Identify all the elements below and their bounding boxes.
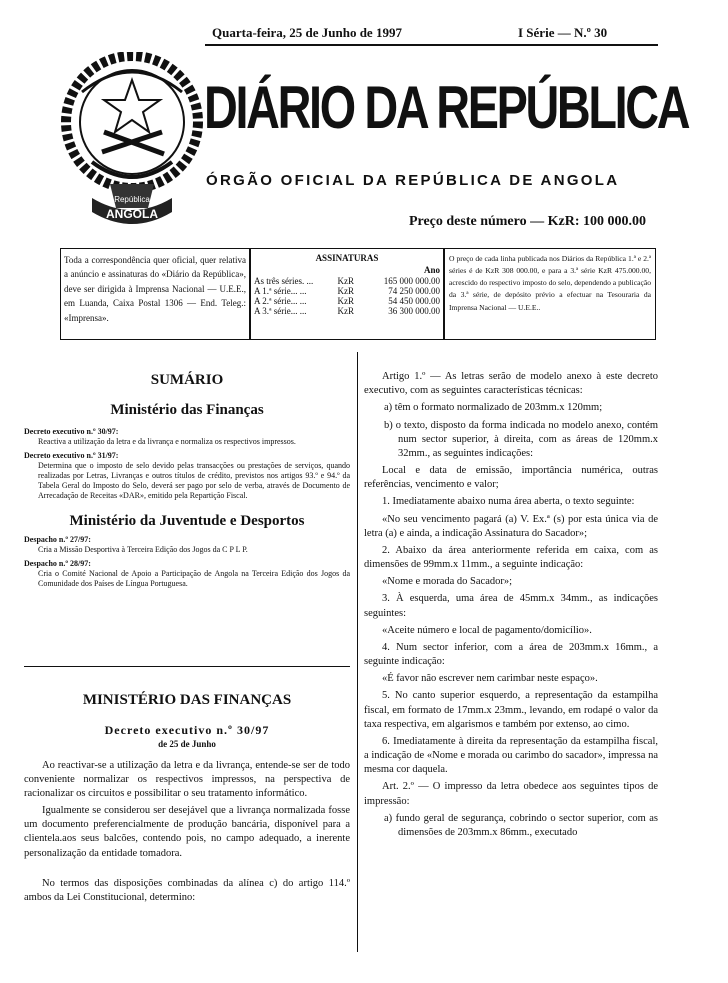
decree-paragraph-2: Igualmente se considerou ser desejável que a livrança normalizada fosse um documento preferencialmente de produção bancária, disponível para a clientela.aos seus balcões, contendo pois, no campo adequado, a inerente personalização da entidade tomadora. [24, 805, 350, 859]
article-1-a: a) têm o formato normalizado de 203mm.x 120mm; [384, 402, 603, 414]
summary-title: SUMÁRIO [150, 372, 224, 388]
header-rule [205, 44, 658, 46]
subscriptions-title: ASSINATURAS [315, 253, 379, 263]
decree-paragraph-1: Ao reactivar-se a utilização da letra e da livrança, entende-se ser de todo conveniente normalizar os respectivos impressos, na perspectiva de racionalizar os circuitos e possibilitar o seu tratamento informático. [24, 759, 350, 799]
item-6: 6. Imediatamente à direita da representação da estampilha fiscal, a indicação de «Nome e morada ou carimbo do sacador», impressa na mesma cor daquela. [364, 735, 658, 776]
correspondence-text: Toda a correspondência quer oficial, quer relativa a anúncio e assinaturas do «Diário da República», deve ser dirigida à Imprensa Nacional — U.E.E., em Luanda, Caixa Postal 1306 — End. Teleg.: «Imprensa». [64, 255, 246, 323]
item-1: 1. Imediatamente abaixo numa área aberta, o texto seguinte: [382, 496, 635, 508]
article-1: Artigo 1.º — As letras serão de modelo anexo à este decreto executivo, com as seguintes características técnicas: [364, 371, 658, 397]
subscriptions-table [254, 276, 440, 316]
decree-date: de 25 de Junho [158, 739, 216, 750]
table-row: A 2.ª série... ... KzR 54 450 000.00 [254, 296, 440, 306]
quote-2: «Nome e morada do Sacador»; [382, 576, 513, 588]
table-row: A 3.ª série... ... KzR 36 300 000.00 [254, 306, 440, 316]
column-divider [357, 352, 358, 952]
svg-text:ANGOLA: ANGOLA [106, 207, 158, 221]
table-row: A 1.ª série... ... KzR 74 250 000.00 [254, 286, 440, 296]
svg-text:República: República [114, 195, 150, 204]
decree-paragraph-3: No termos das disposições combinadas da alínea c) do artigo 114.º ambos da Lei Constitucional, determino: [24, 877, 350, 903]
article-2: Art. 2.º — O impresso da letra obedece aos seguintes tipos de impressão: [364, 781, 658, 807]
item-3: 3. À esquerda, uma área de 45mm.x 34mm., as indicações seguintes: [364, 593, 658, 619]
subscriptions-box [250, 248, 444, 340]
left-column [24, 370, 350, 589]
masthead-subtitle: ÓRGÃO OFICIAL DA REPÚBLICA DE ANGOLA [206, 172, 620, 189]
decree-31-title: Decreto executivo n.º 31/97: [24, 450, 119, 460]
item-5: 5. No canto superior esquerdo, a representação da estampilha fiscal, em formato de 17mm.x 23mm., levando, em rodapé o valor da taxa respectiva, em algarismos e também por extenso, ao cimo. [364, 690, 658, 730]
item-2: 2. Abaixo da área anteriormente referida em caixa, com as dimensões de 99mm.x 11mm., a seguinte indicação: [364, 544, 658, 571]
order-27-summary: Cria a Missão Desportiva à Terceira Edição dos Jogos da C P L P. [38, 544, 248, 554]
angola-emblem-icon [52, 52, 212, 232]
article-1-local: Local e data de emissão, importância numérica, outras referências, vencimento e valor; [364, 465, 658, 491]
article-1-b: b) o texto, disposto da forma indicada no modelo anexo, contém num sector superior, à direita, com as áreas de 120mm.x 32mm., as seguintes indicações: [384, 419, 658, 459]
issue-series: I Série — N.º 30 [518, 25, 608, 40]
right-column [364, 370, 658, 843]
quote-4: «É favor não escrever nem carimbar neste espaço». [382, 673, 598, 685]
quote-3: «Aceite número e local de pagamento/domicílio». [382, 624, 592, 636]
decree-30-summary: Reactiva a utilização da letra e da livrança e normaliza os respectivos impressos. [38, 436, 296, 446]
decree-30-title: Decreto executivo n.º 30/97: [24, 426, 119, 436]
issue-date: Quarta-feira, 25 de Junho de 1997 [212, 25, 402, 40]
issue-price: Preço deste número — KzR: 100 000.00 [408, 214, 646, 229]
article-2-a: a) fundo geral de segurança, cobrindo o sector superior, com as dimensões de 203mm.x 86mm., executado [384, 812, 658, 838]
price-info-text: O preço de cada linha publicada nos Diários da República 1.ª e 2.ª séries é de KzR 308 000.00, e para a 3.ª série KzR 475.000.00, acrescido do respectivo imposto do selo, dependendo a publicação da 3.ª série, de depósito prévio a efectuar na Tesouraria da Imprensa Nacional — U.E.E.. [449, 254, 651, 312]
ministry-youth-heading: Ministério da Juventude e Desportos [69, 512, 305, 529]
section-divider [24, 666, 350, 667]
quote-1: «No seu vencimento pagará (a) V. Ex.ª (s) por esta única via de letra (a) e ainda, a indicação Assinatura do Sacador»; [364, 513, 658, 539]
decree-31-summary: Determina que o imposto de selo devido pelas transacções ou prestações de serviços, quando realizadas por Letras, Livranças e outros títulos de crédito, previstos nos artigos 93.º e 94.º da Tabela Geral do Imposto do Selo, deverá ser pago por selo de verba, através de Documento de Arrecadação de Receitas «DAR», emitido pela Repartição Fiscal. [38, 460, 350, 500]
ministry-finance-title: MINISTÉRIO DAS FINANÇAS [82, 692, 292, 708]
ministry-finance-heading: Ministério das Finanças [110, 402, 264, 419]
order-28-summary: Cria o Comité Nacional de Apoio a Participação de Angola na Terceira Edição dos Jogos da Comunidade dos Países de Língua Portuguesa. [38, 568, 350, 588]
item-4: 4. Num sector inferior, com a área de 203mm.x 16mm., a seguinte indicação: [364, 641, 658, 668]
decree-body [24, 690, 350, 908]
decree-heading: Decreto executivo n.º 30/97 [104, 723, 270, 738]
price-info-box [444, 248, 656, 340]
order-28-title: Despacho n.º 28/97: [24, 558, 91, 568]
masthead-title: DIÁRIO DA REPÚBLICA [204, 74, 689, 141]
subscriptions-year: Ano [423, 265, 440, 275]
correspondence-box [60, 248, 250, 340]
table-row: As três séries. ... KzR 165 000 000.00 [254, 276, 440, 286]
order-27-title: Despacho n.º 27/97: [24, 534, 91, 544]
